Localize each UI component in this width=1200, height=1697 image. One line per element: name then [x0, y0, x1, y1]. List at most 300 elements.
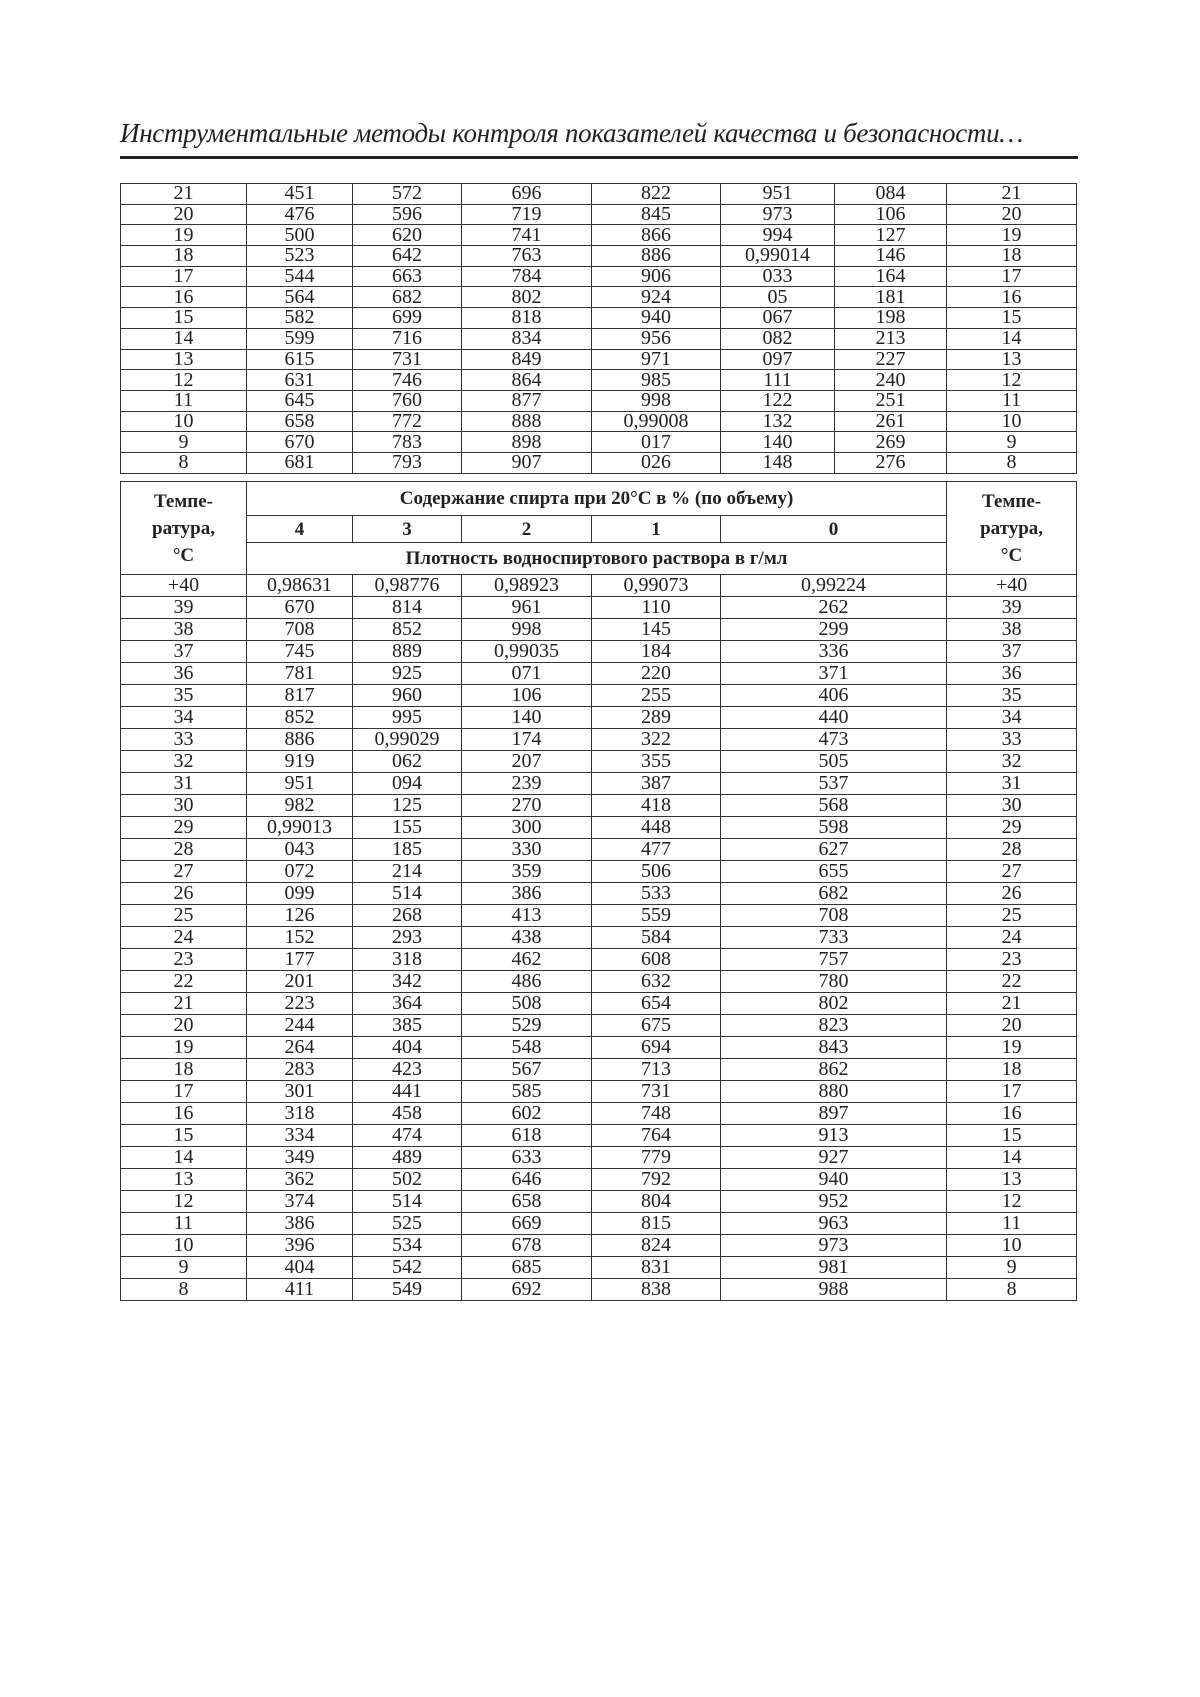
density-cell: 374 [247, 1191, 353, 1213]
density-cell: 924 [592, 287, 721, 308]
density-cell: 514 [353, 1191, 462, 1213]
table-row [121, 663, 1077, 685]
table-row [121, 1081, 1077, 1103]
temperature-cell: 22 [121, 971, 247, 993]
density-cell: 713 [592, 1059, 721, 1081]
density-table [120, 481, 1077, 1301]
density-cell: 814 [353, 597, 462, 619]
density-cell: 0,99073 [592, 575, 721, 597]
density-cell: 852 [353, 619, 462, 641]
density-cell: 364 [353, 993, 462, 1015]
density-cell: 627 [721, 839, 947, 861]
table-row [121, 575, 1077, 597]
density-cell: 849 [462, 349, 592, 370]
density-cell: 396 [247, 1235, 353, 1257]
density-cell: 0,99008 [592, 411, 721, 432]
density-cell: 0,99029 [353, 729, 462, 751]
density-cell: 146 [835, 246, 947, 267]
density-cell: 451 [247, 184, 353, 205]
temperature-cell: 35 [947, 685, 1077, 707]
table-row [121, 204, 1077, 225]
density-cell: 094 [353, 773, 462, 795]
table-row [121, 1147, 1077, 1169]
temperature-cell: 19 [121, 1037, 247, 1059]
density-cell: 960 [353, 685, 462, 707]
temperature-cell: 29 [121, 817, 247, 839]
density-header: Плотность водноспиртового раствора в г/мл [247, 543, 947, 575]
table-row [121, 328, 1077, 349]
density-cell: 845 [592, 204, 721, 225]
density-cell: 670 [247, 597, 353, 619]
table-row [121, 1015, 1077, 1037]
table-row [121, 287, 1077, 308]
temperature-cell: 15 [121, 1125, 247, 1147]
temperature-cell: 11 [121, 390, 247, 411]
density-cell: 301 [247, 1081, 353, 1103]
density-cell: 385 [353, 1015, 462, 1037]
density-cell: 440 [721, 707, 947, 729]
density-cell: 289 [592, 707, 721, 729]
density-cell: 198 [835, 308, 947, 329]
table-row [121, 861, 1077, 883]
density-cell: 213 [835, 328, 947, 349]
density-cell: 125 [353, 795, 462, 817]
density-cell: 973 [721, 1235, 947, 1257]
temperature-cell: 28 [121, 839, 247, 861]
density-cell: 685 [462, 1257, 592, 1279]
density-cell: 906 [592, 266, 721, 287]
density-cell: 342 [353, 971, 462, 993]
temperature-cell: 25 [947, 905, 1077, 927]
density-cell: 489 [353, 1147, 462, 1169]
density-cell: 582 [247, 308, 353, 329]
temperature-cell: 12 [947, 370, 1077, 391]
density-cell: 682 [721, 883, 947, 905]
temperature-cell: 39 [121, 597, 247, 619]
density-cell: 940 [592, 308, 721, 329]
density-cell: 817 [247, 685, 353, 707]
density-cell: 764 [592, 1125, 721, 1147]
temperature-cell: 12 [121, 370, 247, 391]
density-cell: 585 [462, 1081, 592, 1103]
temperature-cell: 17 [947, 1081, 1077, 1103]
temperature-cell: +40 [947, 575, 1077, 597]
density-cell: 886 [592, 246, 721, 267]
temperature-cell: 20 [947, 1015, 1077, 1037]
density-cell: 132 [721, 411, 835, 432]
table-row [121, 795, 1077, 817]
temperature-cell: 9 [121, 432, 247, 453]
table-row [121, 225, 1077, 246]
density-cell: 474 [353, 1125, 462, 1147]
table-row [121, 1213, 1077, 1235]
temperature-cell: 16 [947, 287, 1077, 308]
temperature-cell: 8 [121, 1279, 247, 1301]
density-cell: 919 [247, 751, 353, 773]
table-row [121, 432, 1077, 453]
table-row [121, 308, 1077, 329]
density-cell: 620 [353, 225, 462, 246]
density-cell: 952 [721, 1191, 947, 1213]
percent-col-0: 0 [721, 516, 947, 543]
density-cell: 502 [353, 1169, 462, 1191]
temperature-header-left [121, 482, 247, 575]
table-row [121, 971, 1077, 993]
density-cell: 110 [592, 597, 721, 619]
density-cell: 0,98631 [247, 575, 353, 597]
table-row [121, 390, 1077, 411]
table-row [121, 751, 1077, 773]
temperature-cell: 38 [121, 619, 247, 641]
density-cell: 642 [353, 246, 462, 267]
density-cell: 645 [247, 390, 353, 411]
density-cell: 164 [835, 266, 947, 287]
density-cell: 476 [247, 204, 353, 225]
density-cell: 596 [353, 204, 462, 225]
density-cell: 889 [353, 641, 462, 663]
temperature-cell: 14 [947, 1147, 1077, 1169]
density-cell: 534 [353, 1235, 462, 1257]
density-cell: 418 [592, 795, 721, 817]
density-cell: 0,98923 [462, 575, 592, 597]
density-cell: 951 [247, 773, 353, 795]
table-row [121, 597, 1077, 619]
table-row [121, 883, 1077, 905]
density-cell: 692 [462, 1279, 592, 1301]
density-cell: 201 [247, 971, 353, 993]
temperature-cell: 19 [121, 225, 247, 246]
density-cell: 779 [592, 1147, 721, 1169]
density-cell: 618 [462, 1125, 592, 1147]
temperature-cell: 16 [121, 287, 247, 308]
density-cell: 227 [835, 349, 947, 370]
table-row [121, 641, 1077, 663]
temperature-cell: 20 [121, 204, 247, 225]
temperature-cell: 21 [121, 993, 247, 1015]
density-cell: 514 [353, 883, 462, 905]
density-cell: 533 [592, 883, 721, 905]
density-cell: 155 [353, 817, 462, 839]
density-cell: 462 [462, 949, 592, 971]
density-cell: 757 [721, 949, 947, 971]
density-cell: 283 [247, 1059, 353, 1081]
density-cell: 708 [247, 619, 353, 641]
density-cell: 106 [835, 204, 947, 225]
density-cell: 423 [353, 1059, 462, 1081]
temperature-cell: 30 [947, 795, 1077, 817]
density-cell: 973 [721, 204, 835, 225]
temperature-cell: 27 [947, 861, 1077, 883]
density-cell: 184 [592, 641, 721, 663]
density-cell: 719 [462, 204, 592, 225]
density-cell: 843 [721, 1037, 947, 1059]
table-row [121, 1279, 1077, 1301]
temperature-cell: 10 [947, 1235, 1077, 1257]
temp-header-line: Темпе- [947, 488, 1076, 515]
table-row [121, 184, 1077, 205]
density-cell: 148 [721, 452, 835, 473]
density-cell: 486 [462, 971, 592, 993]
density-cell: 140 [721, 432, 835, 453]
temperature-cell: 14 [121, 328, 247, 349]
density-cell: 748 [592, 1103, 721, 1125]
density-cell: 473 [721, 729, 947, 751]
density-cell: 082 [721, 328, 835, 349]
density-cell: 084 [835, 184, 947, 205]
temperature-cell: 23 [947, 949, 1077, 971]
density-cell: 523 [247, 246, 353, 267]
density-cell: 411 [247, 1279, 353, 1301]
temperature-cell: 36 [947, 663, 1077, 685]
temperature-cell: 37 [121, 641, 247, 663]
density-cell: 244 [247, 1015, 353, 1037]
density-cell: 299 [721, 619, 947, 641]
header-rule [120, 156, 1078, 159]
temperature-cell: 8 [947, 452, 1077, 473]
table-row [121, 839, 1077, 861]
density-cell: 406 [721, 685, 947, 707]
density-cell: 741 [462, 225, 592, 246]
density-cell: 994 [721, 225, 835, 246]
density-cell: 831 [592, 1257, 721, 1279]
temperature-cell: 10 [947, 411, 1077, 432]
temperature-cell: 19 [947, 225, 1077, 246]
density-cell: 207 [462, 751, 592, 773]
temperature-cell: +40 [121, 575, 247, 597]
temperature-cell: 26 [121, 883, 247, 905]
temperature-cell: 18 [121, 246, 247, 267]
temperature-cell: 11 [947, 1213, 1077, 1235]
density-cell: 824 [592, 1235, 721, 1257]
density-cell: 251 [835, 390, 947, 411]
density-cell: 602 [462, 1103, 592, 1125]
density-cell: 477 [592, 839, 721, 861]
table-row [121, 1103, 1077, 1125]
density-cell: 330 [462, 839, 592, 861]
density-cell: 404 [353, 1037, 462, 1059]
temperature-cell: 24 [947, 927, 1077, 949]
temperature-cell: 10 [121, 1235, 247, 1257]
running-head: Инструментальные методы контроля показателей качества и безопасности… [120, 118, 1080, 149]
density-cell: 731 [592, 1081, 721, 1103]
density-cell: 062 [353, 751, 462, 773]
density-cell: 506 [592, 861, 721, 883]
density-cell: 099 [247, 883, 353, 905]
percent-col-3: 3 [353, 516, 462, 543]
temperature-cell: 15 [947, 1125, 1077, 1147]
density-cell: 675 [592, 1015, 721, 1037]
density-cell: 961 [462, 597, 592, 619]
temperature-cell: 10 [121, 411, 247, 432]
density-cell: 886 [247, 729, 353, 751]
density-cell: 985 [592, 370, 721, 391]
density-cell: 544 [247, 266, 353, 287]
density-cell: 268 [353, 905, 462, 927]
table-row [121, 949, 1077, 971]
density-cell: 0,99013 [247, 817, 353, 839]
temperature-cell: 33 [121, 729, 247, 751]
density-cell: 780 [721, 971, 947, 993]
density-cell: 823 [721, 1015, 947, 1037]
density-cell: 568 [721, 795, 947, 817]
density-cell: 140 [462, 707, 592, 729]
density-cell: 988 [721, 1279, 947, 1301]
density-cell: 804 [592, 1191, 721, 1213]
table-row [121, 773, 1077, 795]
density-cell: 615 [247, 349, 353, 370]
temperature-cell: 39 [947, 597, 1077, 619]
temperature-cell: 36 [121, 663, 247, 685]
table-row [121, 411, 1077, 432]
density-cell: 760 [353, 390, 462, 411]
temperature-cell: 34 [947, 707, 1077, 729]
density-cell: 276 [835, 452, 947, 473]
density-cell: 122 [721, 390, 835, 411]
temperature-cell: 18 [947, 246, 1077, 267]
temperature-cell: 16 [121, 1103, 247, 1125]
density-cell: 907 [462, 452, 592, 473]
temperature-cell: 21 [947, 184, 1077, 205]
percent-col-1: 1 [592, 516, 721, 543]
temperature-cell: 22 [947, 971, 1077, 993]
temperature-cell: 13 [947, 349, 1077, 370]
table-row [121, 1235, 1077, 1257]
density-cell: 355 [592, 751, 721, 773]
temperature-cell: 17 [121, 1081, 247, 1103]
density-cell: 349 [247, 1147, 353, 1169]
temperature-cell: 14 [947, 328, 1077, 349]
table-row [121, 817, 1077, 839]
density-cell: 927 [721, 1147, 947, 1169]
density-cell: 632 [592, 971, 721, 993]
table-row [121, 266, 1077, 287]
density-cell: 386 [462, 883, 592, 905]
density-cell: 898 [462, 432, 592, 453]
table-row [121, 349, 1077, 370]
table-row [121, 370, 1077, 391]
temp-header-line: °C [121, 542, 246, 569]
density-cell: 413 [462, 905, 592, 927]
temperature-cell: 12 [947, 1191, 1077, 1213]
density-cell: 458 [353, 1103, 462, 1125]
density-cell: 655 [721, 861, 947, 883]
table-row [121, 619, 1077, 641]
temperature-cell: 13 [947, 1169, 1077, 1191]
percent-col-2: 2 [462, 516, 592, 543]
density-cell: 441 [353, 1081, 462, 1103]
density-cell: 0,99224 [721, 575, 947, 597]
density-cell: 963 [721, 1213, 947, 1235]
density-cell: 185 [353, 839, 462, 861]
temperature-cell: 15 [121, 308, 247, 329]
density-cell: 834 [462, 328, 592, 349]
density-cell: 300 [462, 817, 592, 839]
content-header: Содержание спирта при 20°C в % (по объему) [247, 482, 947, 516]
density-cell: 111 [721, 370, 835, 391]
table-row [121, 685, 1077, 707]
density-cell: 362 [247, 1169, 353, 1191]
density-cell: 126 [247, 905, 353, 927]
table-row [121, 1037, 1077, 1059]
table-row [121, 452, 1077, 473]
table-row [121, 246, 1077, 267]
temperature-cell: 32 [121, 751, 247, 773]
density-cell: 793 [353, 452, 462, 473]
density-cell: 654 [592, 993, 721, 1015]
density-cell: 998 [462, 619, 592, 641]
density-cell: 681 [247, 452, 353, 473]
density-cell: 043 [247, 839, 353, 861]
density-cell: 071 [462, 663, 592, 685]
density-cell: 815 [592, 1213, 721, 1235]
density-cell: 336 [721, 641, 947, 663]
density-cell: 067 [721, 308, 835, 329]
temperature-cell: 13 [121, 1169, 247, 1191]
density-cell: 0,99014 [721, 246, 835, 267]
table-row [121, 905, 1077, 927]
density-cell: 998 [592, 390, 721, 411]
temperature-cell: 28 [947, 839, 1077, 861]
temperature-cell: 8 [121, 452, 247, 473]
density-cell: 699 [353, 308, 462, 329]
density-cell: 559 [592, 905, 721, 927]
density-cell: 877 [462, 390, 592, 411]
density-cell: 783 [353, 432, 462, 453]
temperature-cell: 31 [947, 773, 1077, 795]
table-row [121, 729, 1077, 751]
temperature-cell: 31 [121, 773, 247, 795]
density-cell: 334 [247, 1125, 353, 1147]
density-cell: 822 [592, 184, 721, 205]
temperature-cell: 37 [947, 641, 1077, 663]
density-cell: 646 [462, 1169, 592, 1191]
temperature-cell: 16 [947, 1103, 1077, 1125]
table-row [121, 1125, 1077, 1147]
density-cell: 792 [592, 1169, 721, 1191]
temperature-cell: 8 [947, 1279, 1077, 1301]
density-cell: 174 [462, 729, 592, 751]
density-cell: 584 [592, 927, 721, 949]
density-cell: 888 [462, 411, 592, 432]
temperature-cell: 21 [947, 993, 1077, 1015]
density-cell: 802 [462, 287, 592, 308]
temperature-cell: 18 [121, 1059, 247, 1081]
density-cell: 438 [462, 927, 592, 949]
temperature-cell: 24 [121, 927, 247, 949]
temperature-cell: 15 [947, 308, 1077, 329]
density-cell: 371 [721, 663, 947, 685]
temperature-cell: 20 [947, 204, 1077, 225]
density-table-continued [120, 183, 1077, 474]
density-cell: 733 [721, 927, 947, 949]
density-cell: 270 [462, 795, 592, 817]
density-cell: 852 [247, 707, 353, 729]
density-cell: 262 [721, 597, 947, 619]
density-cell: 0,98776 [353, 575, 462, 597]
density-cell: 177 [247, 949, 353, 971]
density-cell: 05 [721, 287, 835, 308]
density-cell: 255 [592, 685, 721, 707]
density-cell: 784 [462, 266, 592, 287]
density-cell: 995 [353, 707, 462, 729]
temperature-cell: 9 [947, 1257, 1077, 1279]
density-cell: 567 [462, 1059, 592, 1081]
density-cell: 745 [247, 641, 353, 663]
density-cell: 708 [721, 905, 947, 927]
density-cell: 864 [462, 370, 592, 391]
density-cell: 572 [353, 184, 462, 205]
density-cell: 525 [353, 1213, 462, 1235]
